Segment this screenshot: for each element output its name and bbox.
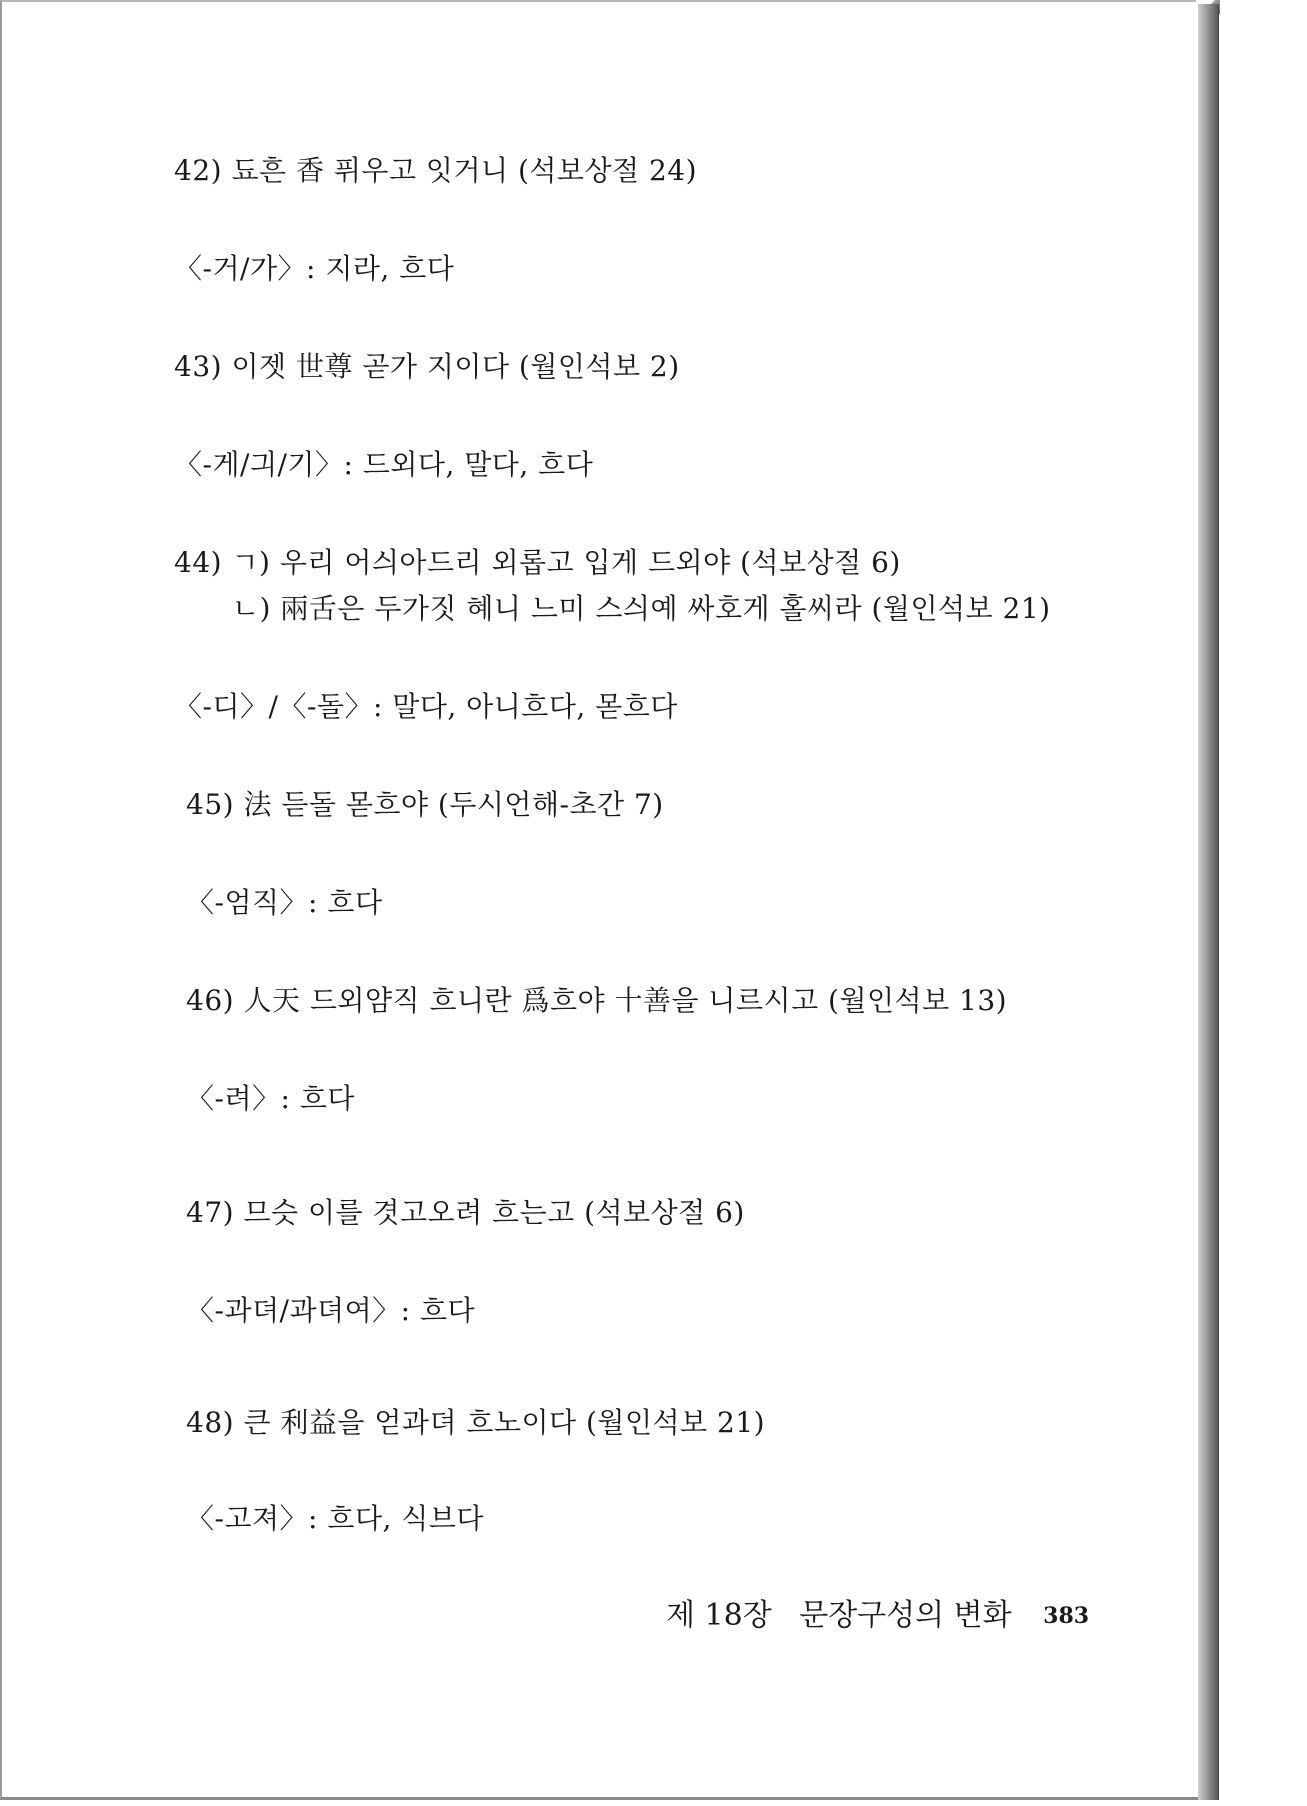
example-44b: ㄴ) 兩舌은 두가짓 혜니 느미 스싀예 싸호게 홀씨라 (월인석보 21) <box>232 592 1051 625</box>
example-48: 48) 큰 利益을 얻과뎌 흐노이다 (월인석보 21) <box>186 1406 766 1439</box>
chapter-title: 문장구성의 변화 <box>799 1598 1012 1633</box>
example-46: 46) 人天 드외얌직 흐니란 爲흐야 十善을 니르시고 (월인석보 13) <box>186 984 1008 1017</box>
page-footer <box>666 1598 1089 1636</box>
ending-di-dol: 〈-디〉/〈-돌〉: 말다, 아니흐다, 몯흐다 <box>174 690 678 723</box>
example-43: 43) 이젯 世尊 곧가 지이다 (월인석보 2) <box>174 350 680 383</box>
ending-ryeo: 〈-려〉: 흐다 <box>186 1082 355 1115</box>
page-edge-shadow <box>1198 4 1219 1800</box>
ending-gwadyeo: 〈-과뎌/과뎌여〉: 흐다 <box>186 1294 476 1327</box>
example-47: 47) 므슷 이를 겻고오려 흐는고 (석보상절 6) <box>186 1196 745 1229</box>
example-45: 45) 法 듣돌 몯흐야 (두시언해-초간 7) <box>186 788 664 821</box>
chapter-label: 제 18장 <box>666 1598 772 1633</box>
ending-ge-gui-gi: 〈-게/긔/기〉: 드외다, 말다, 흐다 <box>174 448 594 481</box>
example-42: 42) 됴흔 香 퓌우고 잇거니 (석보상절 24) <box>174 154 698 187</box>
ending-gojyeo: 〈-고져〉: 흐다, 식브다 <box>186 1502 484 1535</box>
page-number: 383 <box>1043 1603 1090 1629</box>
ending-geo-ga: 〈-거/가〉: 지라, 흐다 <box>174 252 455 285</box>
ending-eomjik: 〈-엄직〉: 흐다 <box>186 886 383 919</box>
example-44a: 44) ㄱ) 우리 어싀아드리 외롭고 입게 드외야 (석보상절 6) <box>174 546 901 579</box>
